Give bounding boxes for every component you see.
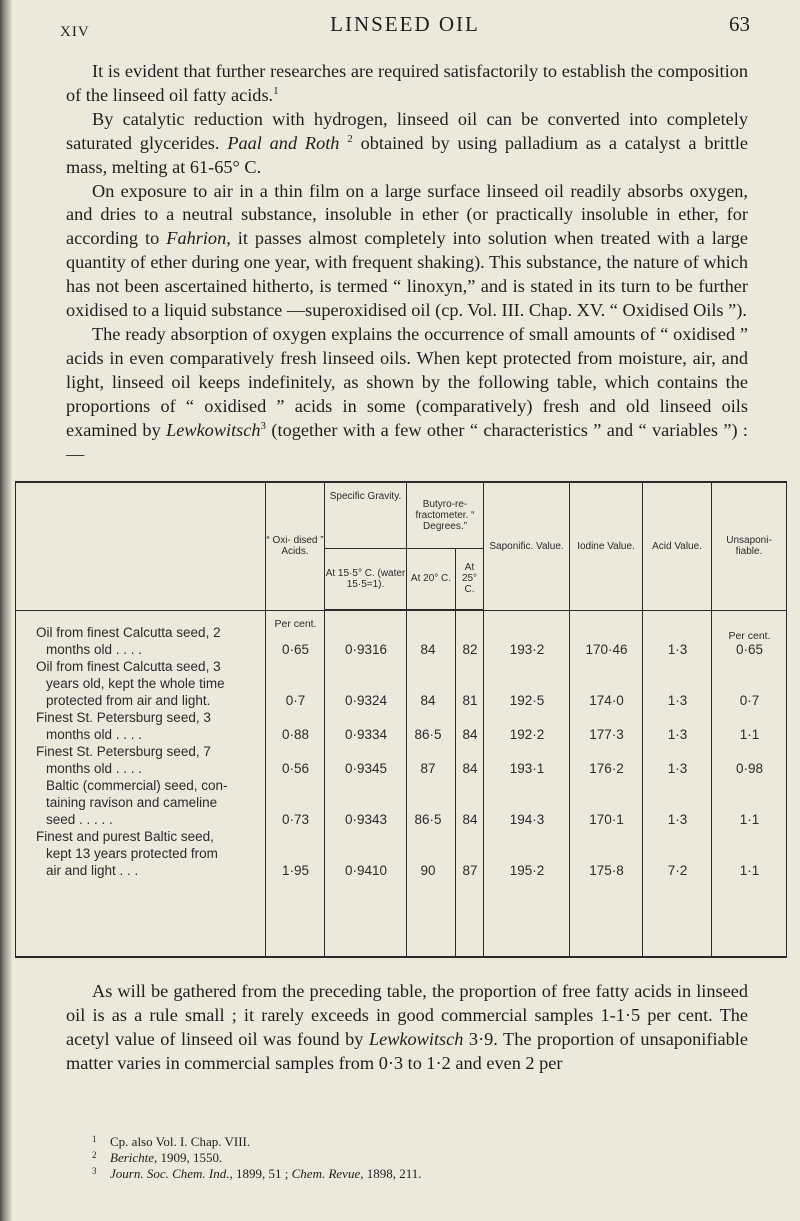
cell: 170·46	[585, 641, 628, 657]
cell: 0·9316	[344, 642, 388, 657]
footnote-ref: 2	[347, 132, 353, 145]
cell: 0·65	[736, 641, 764, 657]
cell: 0·9324	[344, 693, 388, 708]
sample-header	[16, 482, 266, 610]
paragraph: As will be gathered from the preceding table, the proportion of free fatty acids in linseed oil is as a rule small ; it rarely exceeds in good commercial samples 1-1·5 per cent. The acetyl value of linseed oil was found by Lewkowitsch 3·9. The proportion of unsaponifiable matter varies in commercial samples from 0·3 to 1·2 and even 2 per	[66, 981, 749, 1073]
author-name: Paal and Roth	[227, 132, 340, 153]
cell: 84	[420, 693, 436, 708]
saponification-value-header: Saponific. Value.	[484, 482, 570, 610]
iodine-column	[570, 610, 643, 957]
footnote-mark: 2	[92, 1150, 97, 1160]
paragraph: On exposure to air in a thin film on a large surface linseed oil readily absorbs oxygen, and dries to a neutral substance, insoluble in ether (or practically insoluble in ether, for according to Fahrion, it passes almost completely into solution when treated with a large quantity of ether during one year, with frequent shaking). This substance, the nature of which has not been ascertained hitherto, is termed “ linoxyn,” and is stated in its turn to be further oxidised to a liquid substance —superoxidised oil (cp. Vol. III. Chap. XV. “ Oxidised Oils ”).	[66, 180, 748, 321]
row-label: Finest St. Petersburg seed, 3	[36, 709, 211, 725]
cell: 176·2	[589, 760, 624, 776]
cell: 194·3	[509, 811, 545, 827]
cell: 87	[420, 761, 436, 776]
cell: 84	[420, 642, 436, 657]
author-name: Lewkowitsch	[368, 1029, 464, 1049]
cell: 170·1	[589, 811, 624, 827]
author-name: Lewkowitsch	[166, 419, 261, 440]
row-label: years old, kept the whole time	[46, 675, 225, 691]
cell: 0·56	[281, 760, 310, 776]
cell: 0·9410	[344, 863, 388, 878]
butyro-refractometer-header: Butyro-re- fractometer. “ Degrees.”	[407, 482, 484, 548]
acid-column	[643, 610, 712, 957]
row-label: months old . . . .	[46, 760, 143, 776]
footnote: 2 Berichte, 1909, 1550.	[92, 1150, 732, 1166]
cell: 1·1	[739, 862, 760, 878]
cell: 192·2	[509, 726, 545, 742]
cell: 84	[462, 727, 478, 742]
row-label: Oil from finest Calcutta seed, 3	[36, 658, 221, 674]
cell: 1·1	[739, 811, 760, 827]
butyro-25c-subheader: At 25° C.	[456, 548, 484, 610]
oxidised-acids-header: “ Oxi- dised ” Acids.	[266, 482, 325, 610]
cell: 0·9334	[344, 727, 388, 742]
footnote-mark: 3	[92, 1166, 97, 1176]
cell: 82	[462, 642, 478, 657]
percent-unit: Per cent.	[728, 629, 771, 642]
cell: 193·1	[509, 760, 545, 776]
cell: 87	[462, 863, 478, 878]
cell: 1·3	[667, 692, 688, 708]
row-label: months old . . . .	[46, 726, 143, 742]
cell: 192·5	[509, 692, 545, 708]
row-label: Finest St. Petersburg seed, 7	[36, 743, 211, 759]
cell: 0·88	[281, 726, 310, 742]
page-number: 63	[729, 12, 750, 36]
footnote-ref: 3	[260, 419, 267, 432]
cell: 90	[420, 863, 436, 878]
butyro-20c-subheader: At 20° C.	[407, 548, 456, 610]
cell: 0·9343	[344, 812, 388, 827]
cell: 195·2	[509, 862, 545, 878]
butyro-25c-column	[456, 610, 484, 957]
linseed-oil-table	[15, 481, 787, 958]
cell: 0·7	[285, 692, 306, 708]
unsaponifiable-header: Unsaponi- fiable.	[712, 482, 787, 610]
cell: 86·5	[414, 812, 442, 827]
cell: 0·73	[281, 811, 310, 827]
butyro-20c-column	[407, 610, 456, 957]
cell: 174·0	[589, 692, 624, 708]
cell: 1·1	[739, 726, 760, 742]
oxidised-column	[266, 610, 325, 957]
cell: 81	[462, 693, 478, 708]
acid-value-header: Acid Value.	[643, 482, 712, 610]
row-label: kept 13 years protected from	[46, 845, 218, 861]
specific-gravity-header: Specific Gravity.	[325, 482, 407, 548]
cell: 7·2	[667, 862, 688, 878]
running-title: LINSEED OIL	[330, 12, 480, 36]
cell: 1·3	[667, 726, 688, 742]
cell: 193·2	[509, 641, 545, 657]
cell: 1·3	[667, 811, 688, 827]
cell: 0·98	[736, 760, 764, 776]
row-label: taining ravison and cameline	[46, 794, 218, 810]
cell: 0·65	[281, 641, 310, 657]
cell: 84	[462, 761, 478, 776]
cell: 1·3	[667, 760, 688, 776]
saponification-column	[484, 610, 570, 957]
cell: 1·3	[667, 641, 688, 657]
row-label: Finest and purest Baltic seed,	[36, 828, 214, 844]
footnote-mark: 1	[92, 1134, 97, 1144]
row-label: protected from air and light.	[46, 692, 211, 708]
cell: 84	[462, 812, 478, 827]
author-name: Fahrion,	[166, 228, 231, 249]
row-label: Baltic (commercial) seed, con-	[46, 777, 228, 793]
paragraph: The ready absorption of oxygen explains the occurrence of small amounts of “ oxidised ” acids in even comparatively fresh linseed oils. When kept protected from moisture, air, and light, linseed oil keeps indefinitely, as shown by the following table, which contains the proportions of “ oxidised ” acids in some (comparatively) fresh and old linseed oils examined by Lewkowitsch$^3$ (together with a few other “ characteristics ” and “ variables ”) :—	[66, 323, 748, 464]
body-text	[66, 60, 748, 466]
cell: 0·9345	[344, 761, 388, 776]
footnote: 1 Cp. also Vol. I. Chap. VIII.	[92, 1134, 732, 1150]
chapter-number: XIV	[60, 24, 90, 40]
gravity-column	[325, 610, 407, 957]
iodine-value-header: Iodine Value.	[570, 482, 643, 610]
footnotes	[92, 1134, 732, 1182]
footnote: 3 Journ. Soc. Chem. Ind., 1899, 51 ; Chem. Revue, 1898, 211.	[92, 1166, 732, 1182]
row-label: Oil from finest Calcutta seed, 2	[36, 624, 221, 640]
row-label: months old . . . .	[46, 641, 143, 657]
cell: 175·8	[589, 862, 624, 878]
paragraph: It is evident that further researches are required satisfactorily to establish the composition of the linseed oil fatty acids.$^1$	[66, 61, 748, 105]
footnote-ref: 1	[273, 84, 279, 97]
cell: 1·95	[281, 862, 310, 878]
row-label: air and light . . .	[46, 862, 139, 878]
running-header	[60, 8, 750, 48]
unsaponifiable-column	[712, 610, 787, 957]
row-label: seed . . . . .	[46, 811, 113, 827]
body-text-continued	[66, 979, 748, 1075]
page-binding-shadow	[0, 0, 12, 1221]
cell: 86·5	[414, 727, 442, 742]
percent-unit: Per cent.	[274, 617, 317, 630]
paragraph: By catalytic reduction with hydrogen, linseed oil can be converted into completely saturated glycerides. Paal and Roth $^2$ obtained by using palladium as a catalyst a brittle mass, melting at 61-65° C.	[66, 108, 749, 177]
sample-column	[16, 610, 266, 957]
cell: 0·7	[739, 692, 760, 708]
cell: 177·3	[589, 726, 624, 742]
gravity-subheader: At 15·5° C. (water 15·5=1).	[325, 548, 407, 610]
